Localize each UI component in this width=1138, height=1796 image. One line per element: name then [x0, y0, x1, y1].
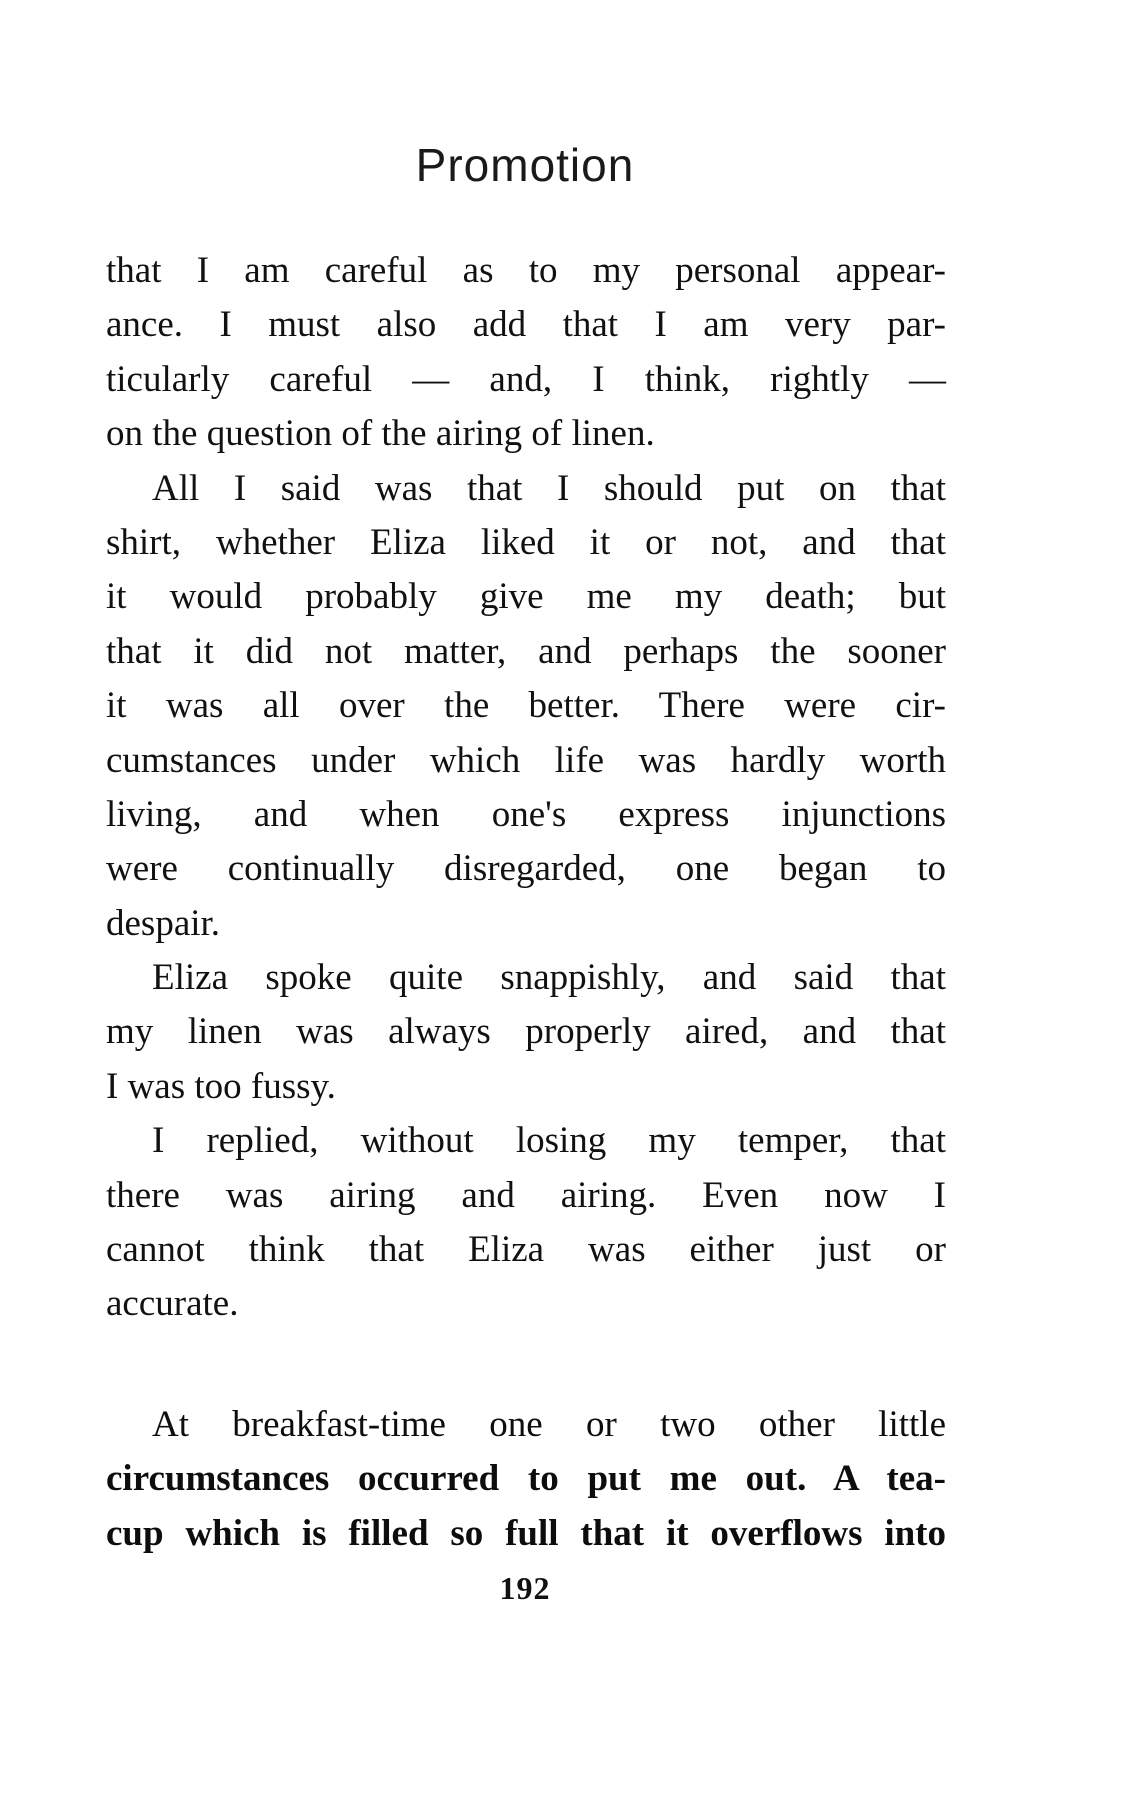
text-line: that it did not matter, and perhaps the sooner — [106, 630, 946, 672]
paragraph-4 — [106, 1114, 946, 1332]
text-line: despair. — [106, 902, 221, 944]
text-line: it would probably give me my death; but — [106, 576, 946, 618]
paragraph-3 — [106, 951, 946, 1114]
text-line: accurate. — [106, 1283, 239, 1325]
text-line: Eliza spoke quite snappishly, and said that — [152, 957, 946, 999]
paragraph-1 — [106, 244, 946, 462]
section-break — [106, 1332, 946, 1398]
text-line: were continually disregarded, one began to — [106, 848, 946, 890]
text-line: cup which is filled so full that it overflows into — [106, 1512, 946, 1554]
text-line: cannot think that Eliza was either just or — [106, 1229, 946, 1271]
text-line: All I said was that I should put on that — [152, 467, 946, 509]
body-text — [106, 244, 946, 1561]
text-line: that I am careful as to my personal appear- — [106, 250, 946, 291]
text-line: living, and when one's express injunctions — [106, 793, 946, 835]
text-line: there was airing and airing. Even now I — [106, 1174, 946, 1216]
text-line: it was all over the better. There were cir- — [106, 685, 946, 727]
text-line: I was too fussy. — [106, 1065, 336, 1107]
text-line: on the question of the airing of linen. — [106, 413, 655, 455]
paragraph-2 — [106, 462, 946, 952]
text-line: shirt, whether Eliza liked it or not, and that — [106, 521, 946, 563]
text-line: ance. I must also add that I am very par- — [106, 304, 946, 346]
text-line: cumstances under which life was hardly worth — [106, 739, 946, 781]
text-line: ticularly careful — and, I think, rightly — — [106, 358, 946, 400]
page-number: 192 — [499, 1570, 551, 1606]
text-line: circumstances occurred to put me out. A tea- — [106, 1458, 946, 1500]
text-line: I replied, without losing my temper, that — [152, 1120, 946, 1162]
text-line: At breakfast-time one or two other little — [152, 1403, 946, 1445]
paragraph-5 — [106, 1398, 946, 1561]
text-line: my linen was always properly aired, and that — [106, 1011, 946, 1053]
running-head: Promotion — [415, 139, 635, 191]
